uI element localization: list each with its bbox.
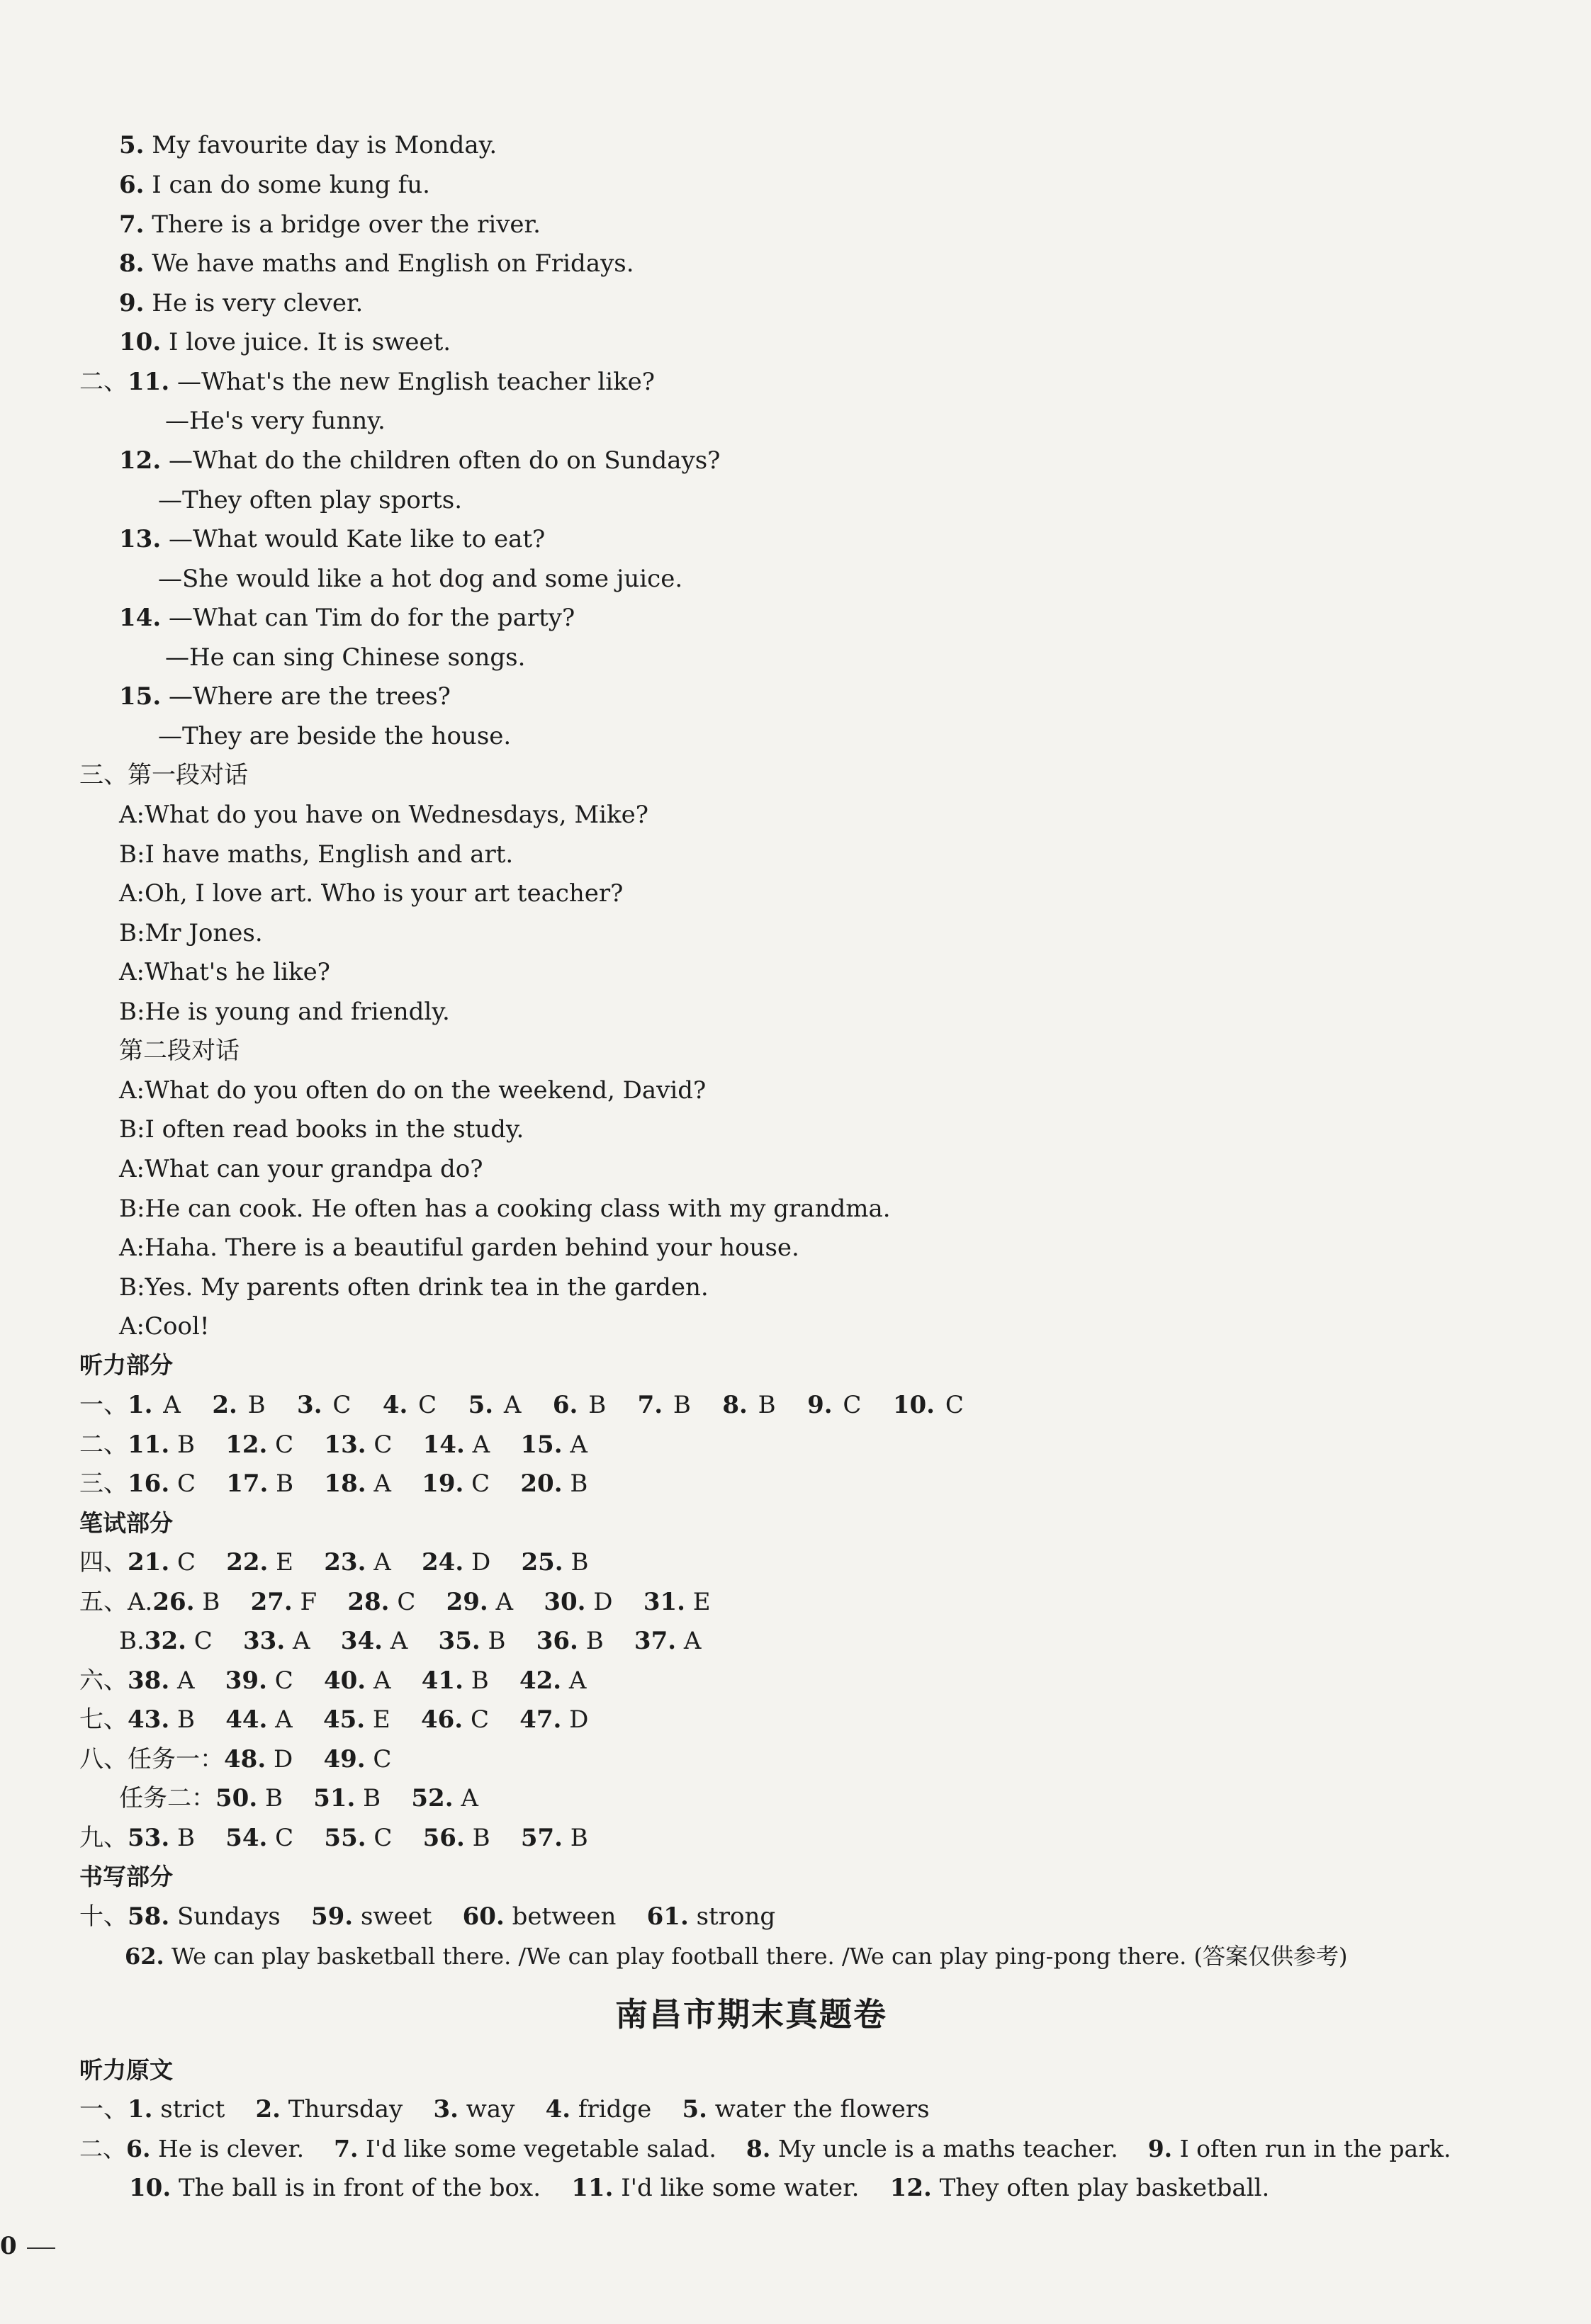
answer-row: 六、38. A 39. C 40. A 41. B 42. A bbox=[79, 1666, 587, 1695]
qa-12-answer: —They often play sports. bbox=[158, 486, 463, 514]
answer-row: 二、11. B 12. C 13. C 14. A 15. A bbox=[79, 1431, 588, 1459]
dialogue-2-heading: 第二段对话 bbox=[119, 1037, 240, 1065]
writing-section-heading: 书写部分 bbox=[79, 1863, 173, 1890]
qa-11-answer: —He's very funny. bbox=[165, 407, 386, 435]
qa-14-question: 14. —What can Tim do for the party? bbox=[119, 604, 575, 632]
sentence-9: 9. He is very clever. bbox=[119, 289, 364, 317]
page-number-rule bbox=[27, 2247, 55, 2249]
qa-15-answer: —They are beside the house. bbox=[158, 722, 512, 750]
qa-14-answer: —He can sing Chinese songs. bbox=[165, 643, 526, 672]
qa-11-question: 二、11. —What's the new English teacher like? bbox=[79, 368, 656, 396]
exam-title: 南昌市期末真题卷 bbox=[615, 1995, 887, 2034]
page-number: 0 bbox=[0, 2232, 17, 2260]
transcript-row: 一、1. strict 2. Thursday 3. way 4. fridge 5. water the flowers bbox=[79, 2095, 930, 2123]
listening-section-heading: 听力部分 bbox=[79, 1351, 173, 1379]
answer-row: 一、1. A 2. B 3. C 4. C 5. A 6. B 7. B 8. B 9. C 10. C bbox=[79, 1391, 964, 1419]
sentence-6: 6. I can do some kung fu. bbox=[119, 171, 430, 199]
sentence-10: 10. I love juice. It is sweet. bbox=[119, 328, 451, 356]
dialogue-2-line: A:Cool! bbox=[119, 1312, 210, 1341]
answer-row: 五、A.26. B 27. F 28. C 29. A 30. D 31. E bbox=[79, 1588, 711, 1616]
sentence-8: 8. We have maths and English on Fridays. bbox=[119, 249, 634, 278]
dialogue-2-line: A:What do you often do on the weekend, David? bbox=[119, 1076, 707, 1105]
qa-12-question: 12. —What do the children often do on Sundays? bbox=[119, 446, 721, 475]
qa-13-question: 13. —What would Kate like to eat? bbox=[119, 525, 546, 553]
written-section-heading: 笔试部分 bbox=[79, 1509, 173, 1537]
answer-row: 八、任务一：48. D 49. C bbox=[79, 1745, 392, 1773]
answer-62: 62. We can play basketball there. /We can play football there. /We can play ping-pong there. (答案仅供参考) bbox=[125, 1943, 1348, 1970]
dialogue-2-line: B:He can cook. He often has a cooking class with my grandma. bbox=[119, 1195, 891, 1223]
sentence-5: 5. My favourite day is Monday. bbox=[119, 131, 497, 159]
answer-row: 十、58. Sundays 59. sweet 60. between 61. strong bbox=[79, 1902, 776, 1931]
dialogue-1-line: B:Mr Jones. bbox=[119, 919, 263, 947]
answer-row: B.32. C 33. A 34. A 35. B 36. B 37. A bbox=[119, 1627, 702, 1655]
answer-row: 七、43. B 44. A 45. E 46. C 47. D bbox=[79, 1705, 589, 1734]
qa-15-question: 15. —Where are the trees? bbox=[119, 682, 451, 711]
answer-row: 九、53. B 54. C 55. C 56. B 57. B bbox=[79, 1824, 588, 1852]
dialogue-1-line: A:What do you have on Wednesdays, Mike? bbox=[119, 801, 648, 829]
dialogue-2-line: B:I often read books in the study. bbox=[119, 1115, 524, 1144]
dialogue-2-line: A:What can your grandpa do? bbox=[119, 1155, 483, 1183]
sentence-7: 7. There is a bridge over the river. bbox=[119, 210, 541, 239]
transcript-heading: 听力原文 bbox=[79, 2056, 173, 2084]
transcript-row: 二、6. He is clever. 7. I'd like some vegetable salad. 8. My uncle is a maths teacher. 9. I often run in the park. bbox=[79, 2135, 1451, 2162]
dialogue-1-heading: 三、第一段对话 bbox=[79, 761, 248, 789]
dialogue-2-line: A:Haha. There is a beautiful garden behind your house. bbox=[119, 1234, 799, 1262]
answer-row: 三、16. C 17. B 18. A 19. C 20. B bbox=[79, 1470, 588, 1498]
dialogue-2-line: B:Yes. My parents often drink tea in the garden. bbox=[119, 1273, 709, 1302]
answer-row: 任务二：50. B 51. B 52. A bbox=[119, 1784, 478, 1812]
dialogue-1-line: B:I have maths, English and art. bbox=[119, 840, 514, 869]
answer-row: 四、21. C 22. E 23. A 24. D 25. B bbox=[79, 1548, 589, 1576]
dialogue-1-line: B:He is young and friendly. bbox=[119, 998, 450, 1026]
dialogue-1-line: A:Oh, I love art. Who is your art teacher? bbox=[119, 879, 624, 908]
transcript-row: 10. The ball is in front of the box. 11. I'd like some water. 12. They often play basketball. bbox=[129, 2174, 1270, 2202]
qa-13-answer: —She would like a hot dog and some juice. bbox=[158, 565, 683, 593]
dialogue-1-line: A:What's he like? bbox=[119, 958, 330, 986]
